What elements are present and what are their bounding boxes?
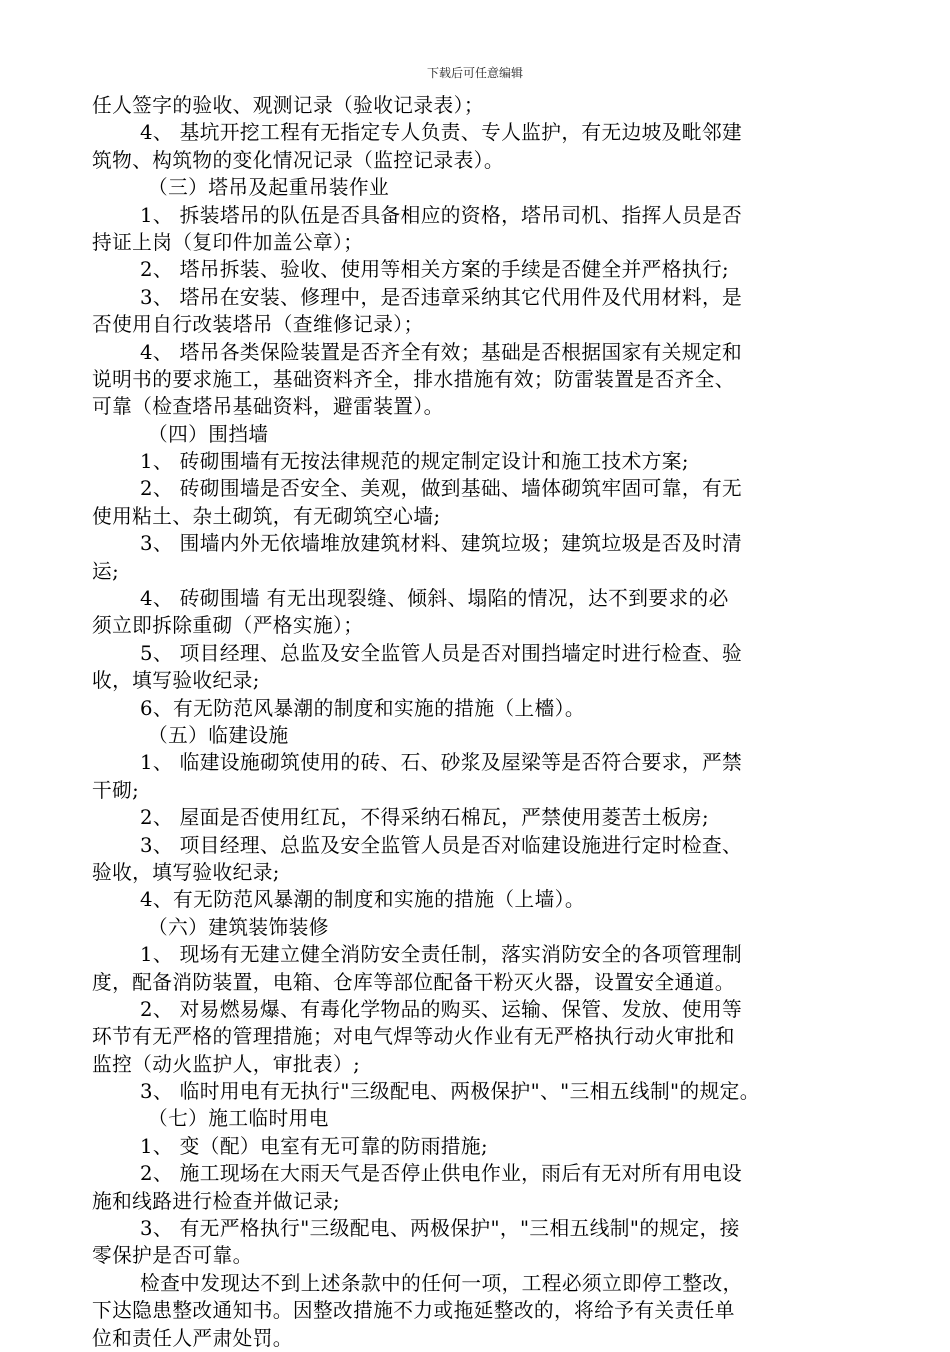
- text-line: 1、 临建设施砌筑使用的砖、石、砂浆及屋梁等是否符合要求，严禁: [140, 751, 743, 775]
- text-line: 任人签字的验收、观测记录（验收记录表）；: [92, 94, 484, 117]
- page-header-note: 下载后可任意编辑: [426, 66, 523, 80]
- text-line: 检查中发现达不到上述条款中的任何一项，工程必须立即停工整改，: [140, 1271, 743, 1295]
- text-line: 运;: [92, 559, 120, 583]
- section-heading: （六）建筑装饰装修: [148, 915, 329, 939]
- text-line: 持证上岗（复印件加盖公章）；: [92, 230, 364, 254]
- text-line: 度，配备消防装置，电箱、仓库等部位配备干粉灭火器，设置安全通道。: [92, 970, 735, 994]
- text-line: 1、 拆装塔吊的队伍是否具备相应的资格，塔吊司机、指挥人员是否: [140, 203, 743, 227]
- text-line: 2、 屋面是否使用红瓦，不得采纳石棉瓦，严禁使用菱苦土板房;: [140, 806, 709, 830]
- text-line: 位和责任人严肃处罚。: [92, 1326, 293, 1350]
- text-line: 2、 塔吊拆装、验收、使用等相关方案的手续是否健全并严格执行;: [140, 258, 730, 282]
- text-line: 下达隐患整改通知书。因整改措施不力或拖延整改的，将给予有关责任单: [92, 1299, 735, 1323]
- text-line: 3、 围墙内外无依墙堆放建筑材料、建筑垃圾；建筑垃圾是否及时清: [140, 532, 743, 556]
- text-line: 6、有无防范风暴潮的制度和实施的措施（上檣）。: [140, 696, 586, 720]
- document-body: [92, 92, 872, 1352]
- text-line: 3、 临时用电有无执行"三级配电、两极保护"、"三相五线制"的规定。: [140, 1080, 760, 1104]
- text-line: 零保护是否可靠。: [92, 1244, 253, 1268]
- text-line: 5、 项目经理、总监及安全监管人员是否对围挡墙定时进行检查、验: [140, 641, 743, 665]
- text-line: 说明书的要求施工，基础资料齐全，排水措施有效；防雷装置是否齐全、: [92, 367, 735, 391]
- text-line: 施和线路进行检查并做记录;: [92, 1189, 341, 1213]
- text-line: 4、有无防范风暴潮的制度和实施的措施（上墙）。: [140, 888, 586, 912]
- text-line: 1、 变（配）电室有无可靠的防雨措施;: [140, 1134, 489, 1158]
- text-line: 4、 基坑开挖工程有无指定专人负责、专人监护，有无边坡及毗邻建: [140, 121, 743, 145]
- section-heading: （三）塔吊及起重吊装作业: [148, 176, 390, 200]
- text-line: 可靠（检查塔吊基础资料，避雷装置）。: [92, 395, 444, 419]
- text-line: 收，填写验收纪录;: [92, 669, 260, 693]
- text-line: 2、 施工现场在大雨天气是否停止供电作业，雨后有无对所有用电设: [140, 1162, 743, 1186]
- text-line: 使用粘土、杂土砌筑，有无砌筑空心墙;: [92, 504, 441, 528]
- text-line: 3、 项目经理、总监及安全监管人员是否对临建设施进行定时检查、: [140, 833, 743, 857]
- text-line: 4、 塔吊各类保险装置是否齐全有效；基础是否根据国家有关规定和: [140, 340, 743, 364]
- text-line: 1、 砖砌围墙有无按法律规范的规定制定设计和施工技术方案;: [140, 450, 689, 474]
- text-line: 1、 现场有无建立健全消防安全责任制，落实消防安全的各项管理制: [140, 943, 743, 967]
- text-line: 验收，填写验收纪录;: [92, 860, 280, 884]
- text-line: 筑物、构筑物的变化情况记录（监控记录表）。: [92, 148, 504, 172]
- text-line: 3、 塔吊在安装、修理中，是否违章采纳其它代用件及代用材料，是: [140, 285, 743, 309]
- text-line: 须立即拆除重砌（严格实施）；: [92, 614, 364, 638]
- text-line: 4、 砖砌围墙 有无出现裂缝、倾斜、塌陷的情况，达不到要求的必: [140, 587, 729, 611]
- text-line: 2、 砖砌围墙是否安全、美观，做到基础、墙体砌筑牢固可靠，有无: [140, 477, 743, 501]
- section-heading: （五）临建设施: [148, 723, 289, 747]
- section-heading: （四）围挡墙: [148, 422, 269, 446]
- text-line: 2、 对易燃易爆、有毒化学物品的购买、运输、保管、发放、使用等: [140, 997, 743, 1021]
- text-line: 监控（动火监护人，审批表）;: [92, 1052, 361, 1076]
- text-line: 否使用自行改装塔吊（查维修记录）；: [92, 313, 424, 337]
- text-line: 环节有无严格的管理措施；对电气焊等动火作业有无严格执行动火审批和: [92, 1025, 735, 1049]
- text-line: 3、 有无严格执行"三级配电、两极保护"，"三相五线制"的规定，接: [140, 1217, 740, 1241]
- text-line: 干砌;: [92, 778, 140, 802]
- section-heading: （七）施工临时用电: [148, 1107, 329, 1131]
